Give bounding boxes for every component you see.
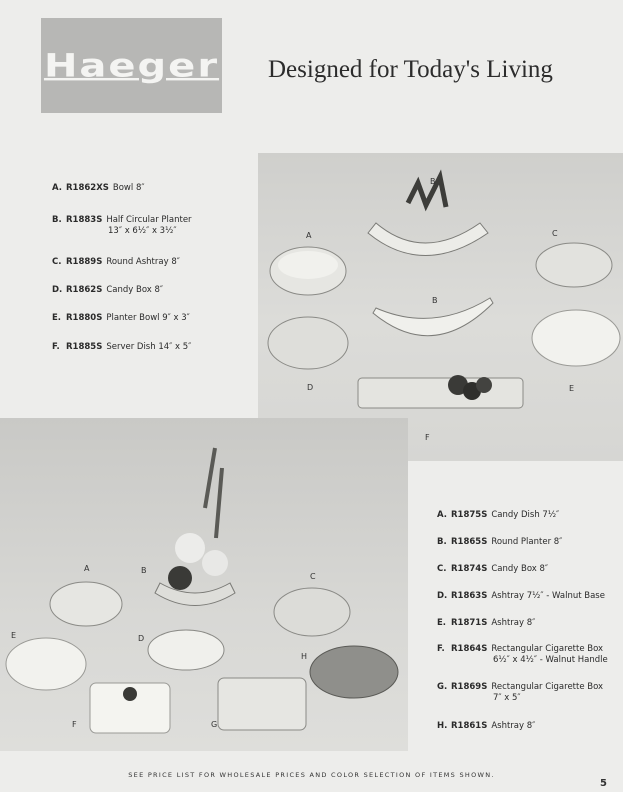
list-item: H. R1861S Ashtray 8″ bbox=[437, 721, 536, 731]
photo-label: B bbox=[432, 296, 438, 305]
list-item: B. R1865S Round Planter 8″ bbox=[437, 537, 563, 547]
logo-box bbox=[41, 18, 222, 113]
page-number: 5 bbox=[600, 778, 607, 789]
photo-label: F bbox=[72, 720, 77, 729]
photo-label: D bbox=[307, 383, 314, 392]
photo-label: B bbox=[141, 566, 147, 575]
list-item: A. R1875S Candy Dish 7½″ bbox=[437, 510, 560, 520]
photo-label: G bbox=[211, 720, 218, 729]
footer-note: SEE PRICE LIST FOR WHOLESALE PRICES AND COLOR SELECTION OF ITEMS SHOWN. bbox=[128, 771, 495, 779]
photo-label: E bbox=[569, 384, 575, 393]
photo-bottom-illustration bbox=[0, 418, 408, 751]
product-photo-bottom bbox=[0, 418, 408, 751]
photo-label: A bbox=[306, 231, 312, 240]
photo-label: E bbox=[11, 631, 17, 640]
photo-label: C bbox=[310, 572, 316, 581]
list-item: A. R1862XS Bowl 8″ bbox=[52, 183, 145, 193]
list-item: C. R1874S Candy Box 8″ bbox=[437, 564, 549, 574]
product-photo-top bbox=[258, 153, 623, 461]
list-item: F. R1885S Server Dish 14″ x 5″ bbox=[52, 342, 192, 352]
photo-label: D bbox=[138, 634, 145, 643]
list-item: G. R1869S Rectangular Cigarette Box 7″ x 5″ bbox=[437, 682, 604, 703]
photo-label: B bbox=[430, 177, 436, 186]
page-headline: Designed for Today's Living bbox=[268, 56, 553, 83]
photo-label: F bbox=[425, 433, 430, 442]
list-item: F. R1864S Rectangular Cigarette Box 6½″ x 4½″ - Walnut Handle bbox=[437, 644, 608, 665]
list-item: E. R1871S Ashtray 8″ bbox=[437, 618, 536, 628]
list-item: D. R1862S Candy Box 8″ bbox=[52, 285, 164, 295]
list-item: B. R1883S Half Circular Planter 13″ x 6½″ x 3½″ bbox=[52, 215, 192, 236]
photo-label: H bbox=[301, 652, 308, 661]
list-item: E. R1880S Planter Bowl 9″ x 3″ bbox=[52, 313, 190, 323]
photo-label: A bbox=[84, 564, 90, 573]
photo-top-illustration bbox=[258, 153, 623, 461]
list-item: D. R1863S Ashtray 7½″ - Walnut Base bbox=[437, 591, 605, 601]
photo-label: C bbox=[552, 229, 558, 238]
list-item: C. R1889S Round Ashtray 8″ bbox=[52, 257, 180, 267]
haeger-logo: Haeger bbox=[43, 47, 220, 84]
